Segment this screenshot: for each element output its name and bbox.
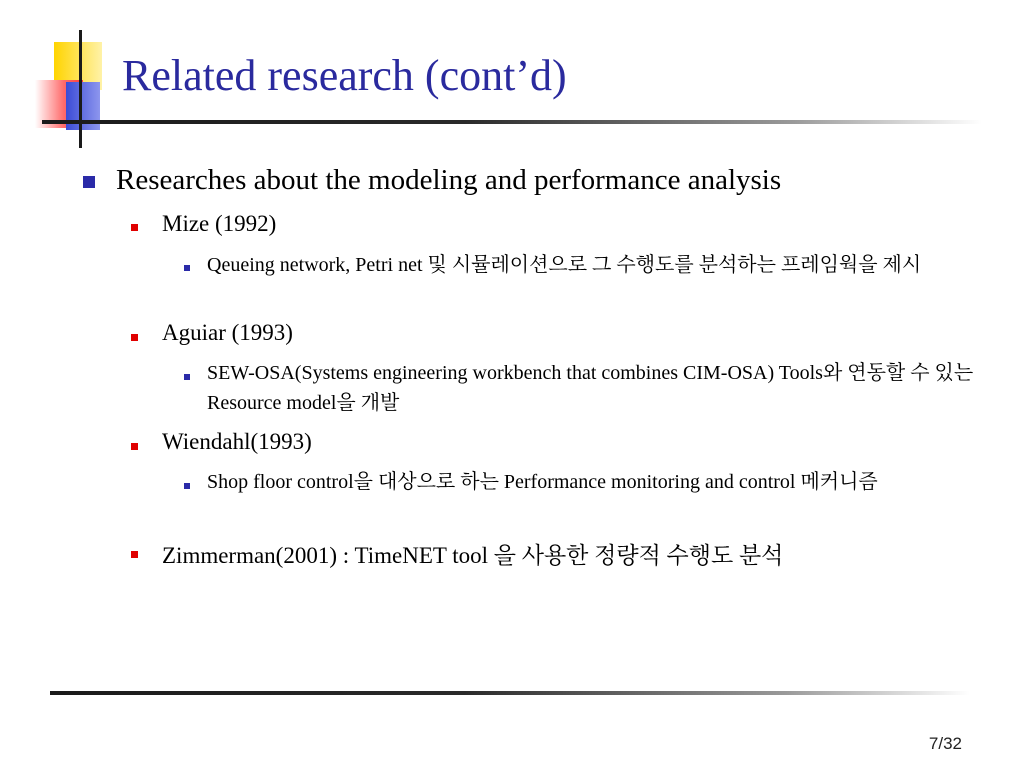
research-detail-mize: Qeueing network, Petri net 및 시뮬레이션으로 그 수행도를 분석하는 프레임웍을 제시 [207, 254, 922, 276]
level3-bullet [184, 483, 190, 489]
level2-bullet [131, 224, 138, 231]
main-heading: Researches about the modeling and performance analysis [116, 164, 782, 196]
research-detail-wiendahl: Shop floor control을 대상으로 하는 Performance monitoring and control 메커니즘 [207, 471, 878, 493]
level2-bullet [131, 443, 138, 450]
level3-bullet [184, 374, 190, 380]
level3-bullet [184, 265, 190, 271]
footer-divider [50, 691, 970, 695]
page-number: 7/32 [928, 734, 962, 753]
research-detail-aguiar: SEW-OSA(Systems engineering workbench that combines CIM-OSA) Tools와 연동할 수 있는 Resource model을 개발 [207, 362, 974, 414]
level2-bullet [131, 551, 138, 558]
slide-title: Related research (cont’d) [122, 51, 567, 100]
level1-bullet [83, 176, 95, 188]
research-item-wiendahl: Wiendahl(1993) [162, 429, 312, 454]
level2-bullet [131, 334, 138, 341]
research-item-aguiar: Aguiar (1993) [162, 320, 293, 345]
research-item-zimmerman: Zimmerman(2001) : TimeNET tool 을 사용한 정량적 수행도 분석 [162, 543, 784, 568]
research-item-mize: Mize (1992) [162, 211, 277, 236]
